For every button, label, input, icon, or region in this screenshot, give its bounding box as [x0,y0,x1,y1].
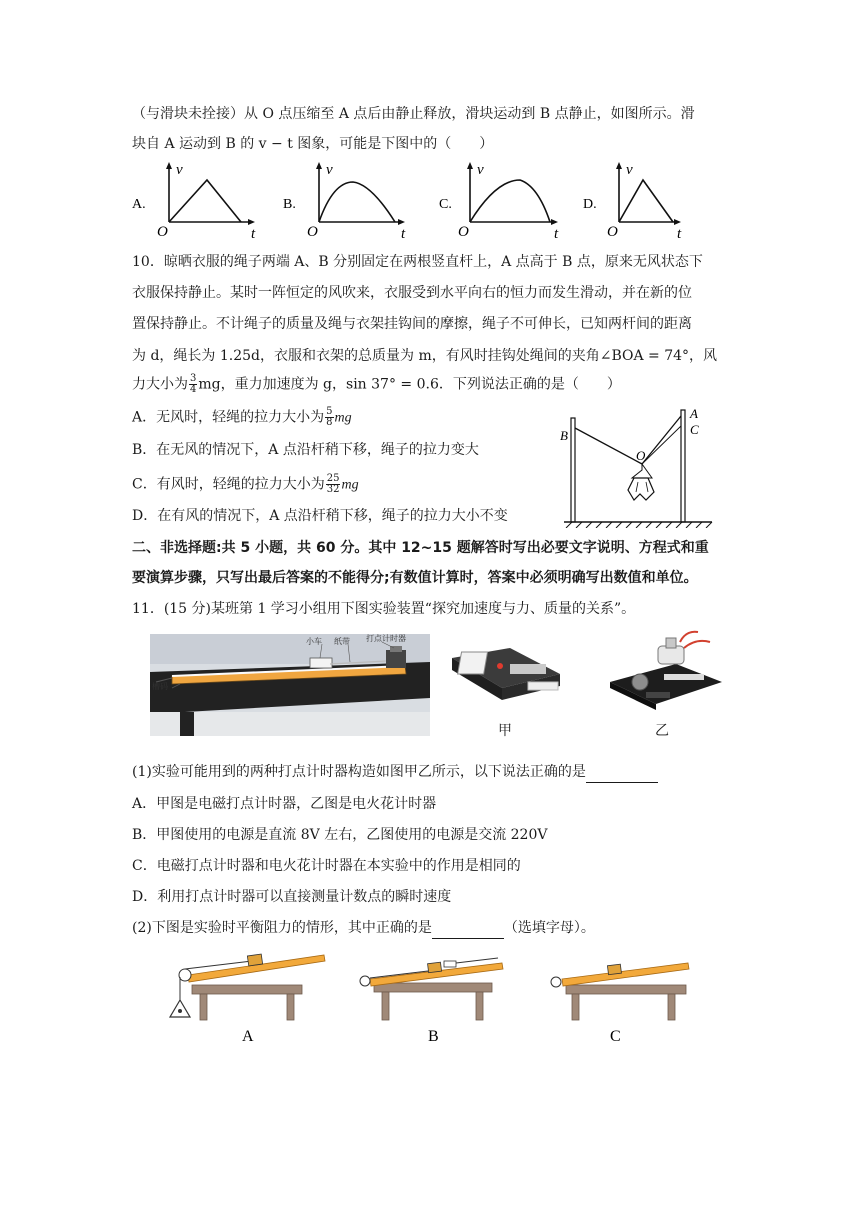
q11-part-1-text: (1)实验可能用到的两种打点计时器构造如图甲乙所示，以下说法正确的是 [132,764,586,780]
q11-part-2 [132,918,595,939]
q10-line-5-suffix: mg，重力加速度为 g，sin 37° = 0.6．下列说法正确的是（ ） [198,376,621,393]
graph-c-origin: O [458,224,469,240]
caption-yi: 乙 [655,723,669,739]
label-cart: 小车 [306,637,322,646]
q11-option-d: D．利用打点计时器可以直接测量计数点的瞬时速度 [132,889,452,905]
timer-jia-photo [448,638,566,710]
fraction-numerator: 3 [190,373,197,384]
fraction-numerator: 25 [326,473,340,484]
q10-option-b: B．在无风的情况下，A 点沿杆稍下移，绳子的拉力变大 [132,442,479,458]
figure-b [360,958,503,1045]
label-weights: 槽码 [152,682,168,691]
fraction-three-quarters [189,374,197,395]
graph-d-v-label: v [626,162,633,178]
q10-option-d: D．在有风的情况下，A 点沿杆稍下移，绳子的拉力大小不变 [132,508,508,524]
q10-option-c-text: C．有风时，轻绳的拉力大小为 [132,476,325,493]
q11-option-c: C．电磁打点计时器和电火花计时器在本实验中的作用是相同的 [132,858,521,874]
graph-b-v-label: v [326,162,333,178]
option-c-letter: C. [439,197,452,212]
label-timer: 打点计时器 [366,634,406,643]
lab-apparatus-photo [150,634,430,736]
fraction-denominator: 32 [326,484,340,495]
graph-c [458,162,559,240]
q11-option-a: A．甲图是电磁打点计时器，乙图是电火花计时器 [132,796,437,812]
q11-option-b: B．甲图使用的电源是直流 8V 左右，乙图使用的电源是交流 220V [132,827,548,843]
answer-blank-1[interactable] [586,762,658,783]
graph-c-v-label: v [477,162,484,178]
q9-line-2: 块自 A 运动到 B 的 v − t 图象，可能是下图中的（ ） [132,136,494,152]
label-tape: 纸带 [334,637,350,646]
label-b: B [560,428,568,443]
fraction-denominator: 4 [190,384,197,395]
q10-line-2: 衣服保持静止。某时一阵恒定的风吹来，衣服受到水平向右的恒力而发生滑动，并在新的位 [132,285,692,301]
q10-option-c [132,474,359,496]
q11-part-2-text: (2)下图是实验时平衡阻力的情形，其中正确的是 [132,920,432,936]
q11-part-1 [132,762,658,783]
answer-blank-2[interactable] [432,918,504,939]
figure-c [551,963,689,1045]
q10-option-a [132,407,352,429]
label-c: C [690,422,699,437]
q10-option-a-mg: mg [334,410,352,426]
q11-part-2-suffix: （选填字母）。 [503,920,595,936]
q10-line-5 [132,374,621,395]
fraction-numerator: 5 [326,406,333,417]
q11-title: 11．(15 分)某班第 1 学习小组用下图实验装置“探究加速度与力、质量的关系”。 [132,601,636,617]
option-b-letter: B. [283,197,296,212]
fraction-five-eighths [325,407,333,428]
label-o: O [636,448,646,463]
q10-line-5-prefix: 力大小为 [132,376,188,393]
label-a: A [690,406,698,421]
q10-option-c-mg: mg [341,477,359,493]
option-d-letter: D. [583,197,597,212]
q10-option-a-text: A．无风时，轻绳的拉力大小为 [132,409,325,426]
friction-figures [160,945,700,1050]
option-a-letter: A. [132,197,146,212]
section-2-line-1: 二、非选择题:共 5 小题，共 60 分。其中 12~15 题解答时写出必要文字说明、方程式和重 [132,540,709,556]
graph-c-t-label: t [554,226,559,240]
figure-b-label: B [428,1028,439,1045]
figure-a [170,954,325,1045]
clothesline-figure [552,404,722,528]
graph-a [157,162,256,240]
graph-a-origin: O [157,224,168,240]
fraction-denominator: 8 [326,417,333,428]
fraction-25-32 [326,474,341,495]
q10-line-3: 置保持静止。不计绳子的质量及绳与衣架挂钩间的摩擦，绳子不可伸长，已知两杆间的距离 [132,316,692,332]
caption-jia: 甲 [498,723,512,739]
graph-d-t-label: t [677,226,682,240]
graph-a-t-label: t [251,226,256,240]
figure-c-label: C [610,1028,621,1045]
graph-a-v-label: v [176,162,183,178]
figure-a-label: A [242,1028,254,1045]
timer-yi-photo [606,624,726,712]
graph-b-origin: O [307,224,318,240]
graph-b [307,162,406,240]
q9-graphs [125,160,685,240]
graph-d-origin: O [607,224,618,240]
graph-d [607,162,682,240]
q10-line-4: 为 d，绳长为 1.25d，衣服和衣架的总质量为 m，有风时挂钩处绳间的夹角∠BOA = 74°，风 [132,348,718,364]
section-2-line-2: 要演算步骤，只写出最后答案的不能得分;有数值计算时，答案中必须明确写出数值和单位。 [132,570,698,586]
q10-line-1: 10．晾晒衣服的绳子两端 A、B 分别固定在两根竖直杆上，A 点高于 B 点，原来无风状态下 [132,254,703,270]
graph-b-t-label: t [401,226,406,240]
q9-line-1: （与滑块未拴接）从 O 点压缩至 A 点后由静止释放，滑块运动到 B 点静止，如图所示。滑 [132,106,695,122]
